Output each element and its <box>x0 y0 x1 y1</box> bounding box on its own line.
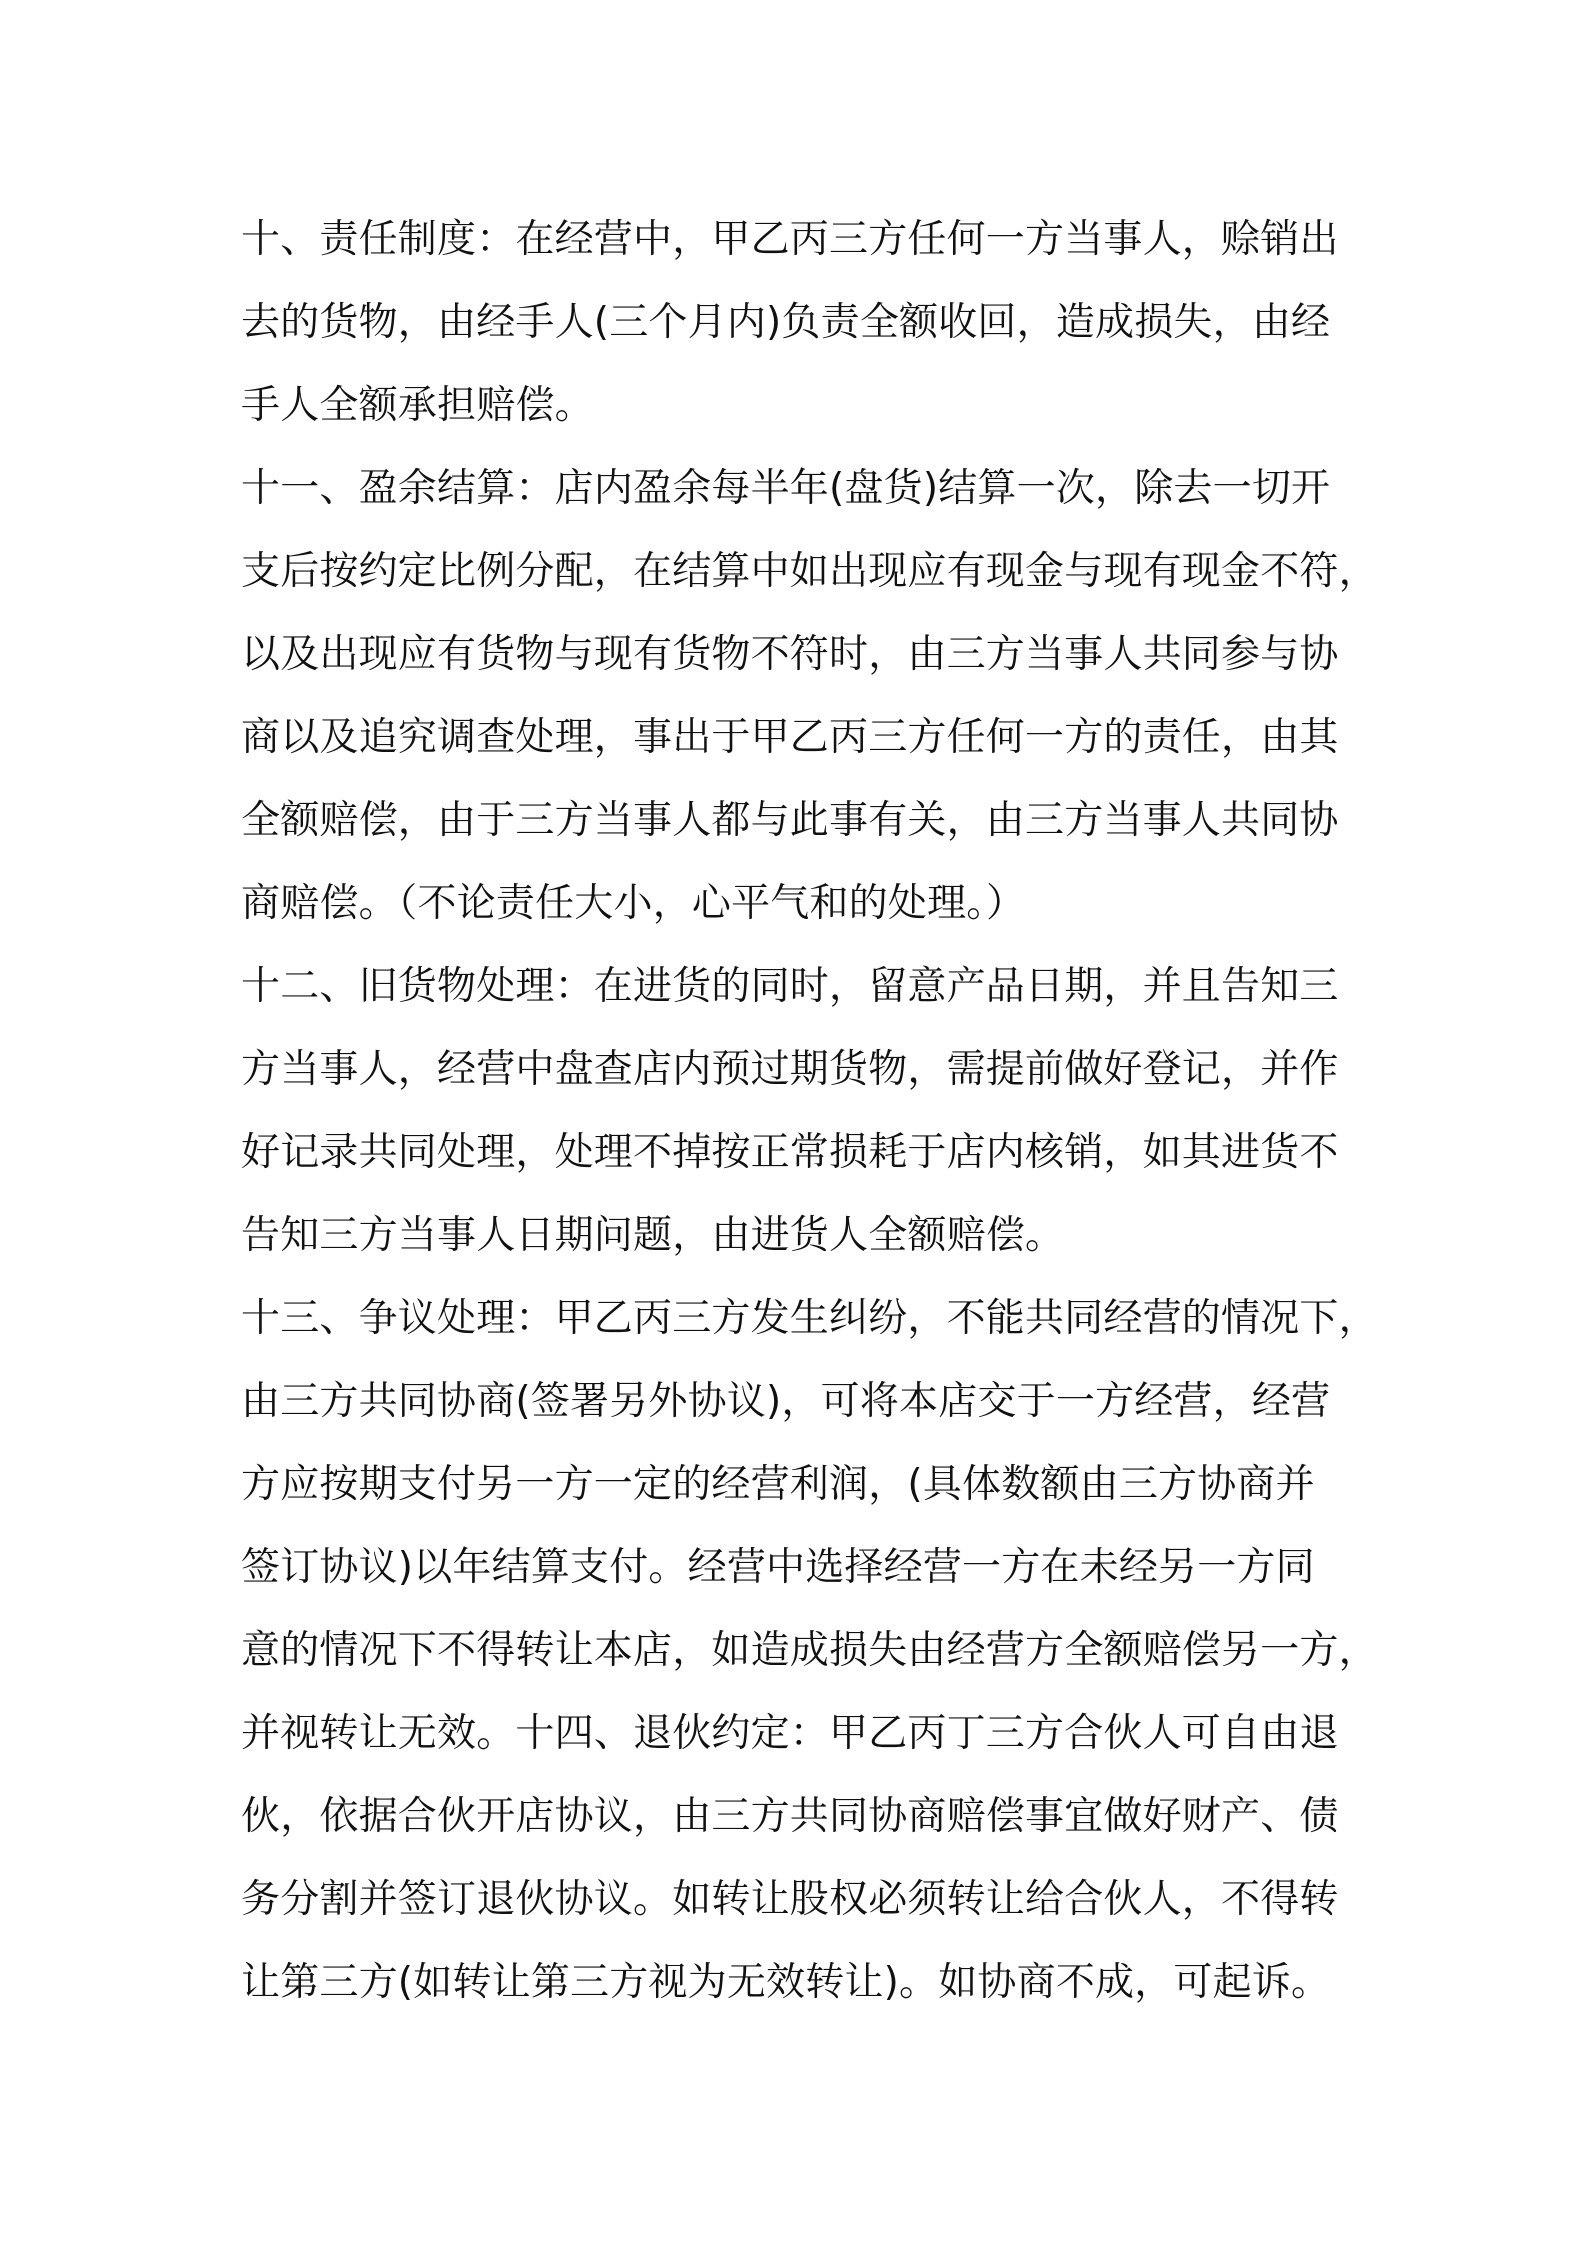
text-line: 商以及追究调查处理，事出于甲乙丙三方任何一方的责任，由其 <box>241 715 1339 760</box>
text-line: 商赔偿。（不论责任大小，心平气和的处理。） <box>241 881 1026 926</box>
text-line: 以及出现应有货物与现有货物不符时，由三方当事人共同参与协 <box>241 632 1339 677</box>
text-line: 并视转让无效。十四、退伙约定：甲乙丙丁三方合伙人可自由退 <box>241 1711 1339 1756</box>
text-line: 方当事人，经营中盘查店内预过期货物，需提前做好登记，并作 <box>241 1047 1339 1092</box>
text-line: 务分割并签订退伙协议。如转让股权必须转让给合伙人，不得转 <box>241 1877 1339 1922</box>
text-line: 手人全额承担赔偿。 <box>241 383 594 428</box>
text-line: 意的情况下不得转让本店，如造成损失由经营方全额赔偿另一方， <box>241 1628 1378 1673</box>
text-line: 十二、旧货物处理：在进货的同时，留意产品日期，并且告知三 <box>241 964 1339 1009</box>
text-line: 十三、争议处理：甲乙丙三方发生纠纷，不能共同经营的情况下， <box>241 1296 1378 1341</box>
text-line: 全额赔偿，由于三方当事人都与此事有关，由三方当事人共同协 <box>241 798 1339 843</box>
text-line: 伙，依据合伙开店协议，由三方共同协商赔偿事宜做好财产、债 <box>241 1794 1339 1839</box>
text-line: 让第三方(如转让第三方视为无效转让)。如协商不成，可起诉。 <box>241 1960 1331 2005</box>
text-line: 去的货物，由经手人(三个月内)负责全额收回，造成损失，由经 <box>241 300 1331 345</box>
text-line: 好记录共同处理，处理不掉按正常损耗于店内核销，如其进货不 <box>241 1130 1339 1175</box>
document-body <box>241 198 1378 2024</box>
text-line: 告知三方当事人日期问题，由进货人全额赔偿。 <box>241 1213 1065 1258</box>
text-line: 方应按期支付另一方一定的经营利润，(具体数额由三方协商并 <box>241 1462 1315 1507</box>
text-line: 十、责任制度：在经营中，甲乙丙三方任何一方当事人，赊销出 <box>241 217 1339 262</box>
text-line: 由三方共同协商(签署另外协议)，可将本店交于一方经营，经营 <box>241 1379 1331 1424</box>
text-line: 十一、盈余结算：店内盈余每半年(盘货)结算一次，除去一切开 <box>241 466 1331 511</box>
text-line: 支后按约定比例分配，在结算中如出现应有现金与现有现金不符， <box>241 549 1378 594</box>
text-line: 签订协议)以年结算支付。经营中选择经营一方在未经另一方同 <box>241 1545 1315 1590</box>
